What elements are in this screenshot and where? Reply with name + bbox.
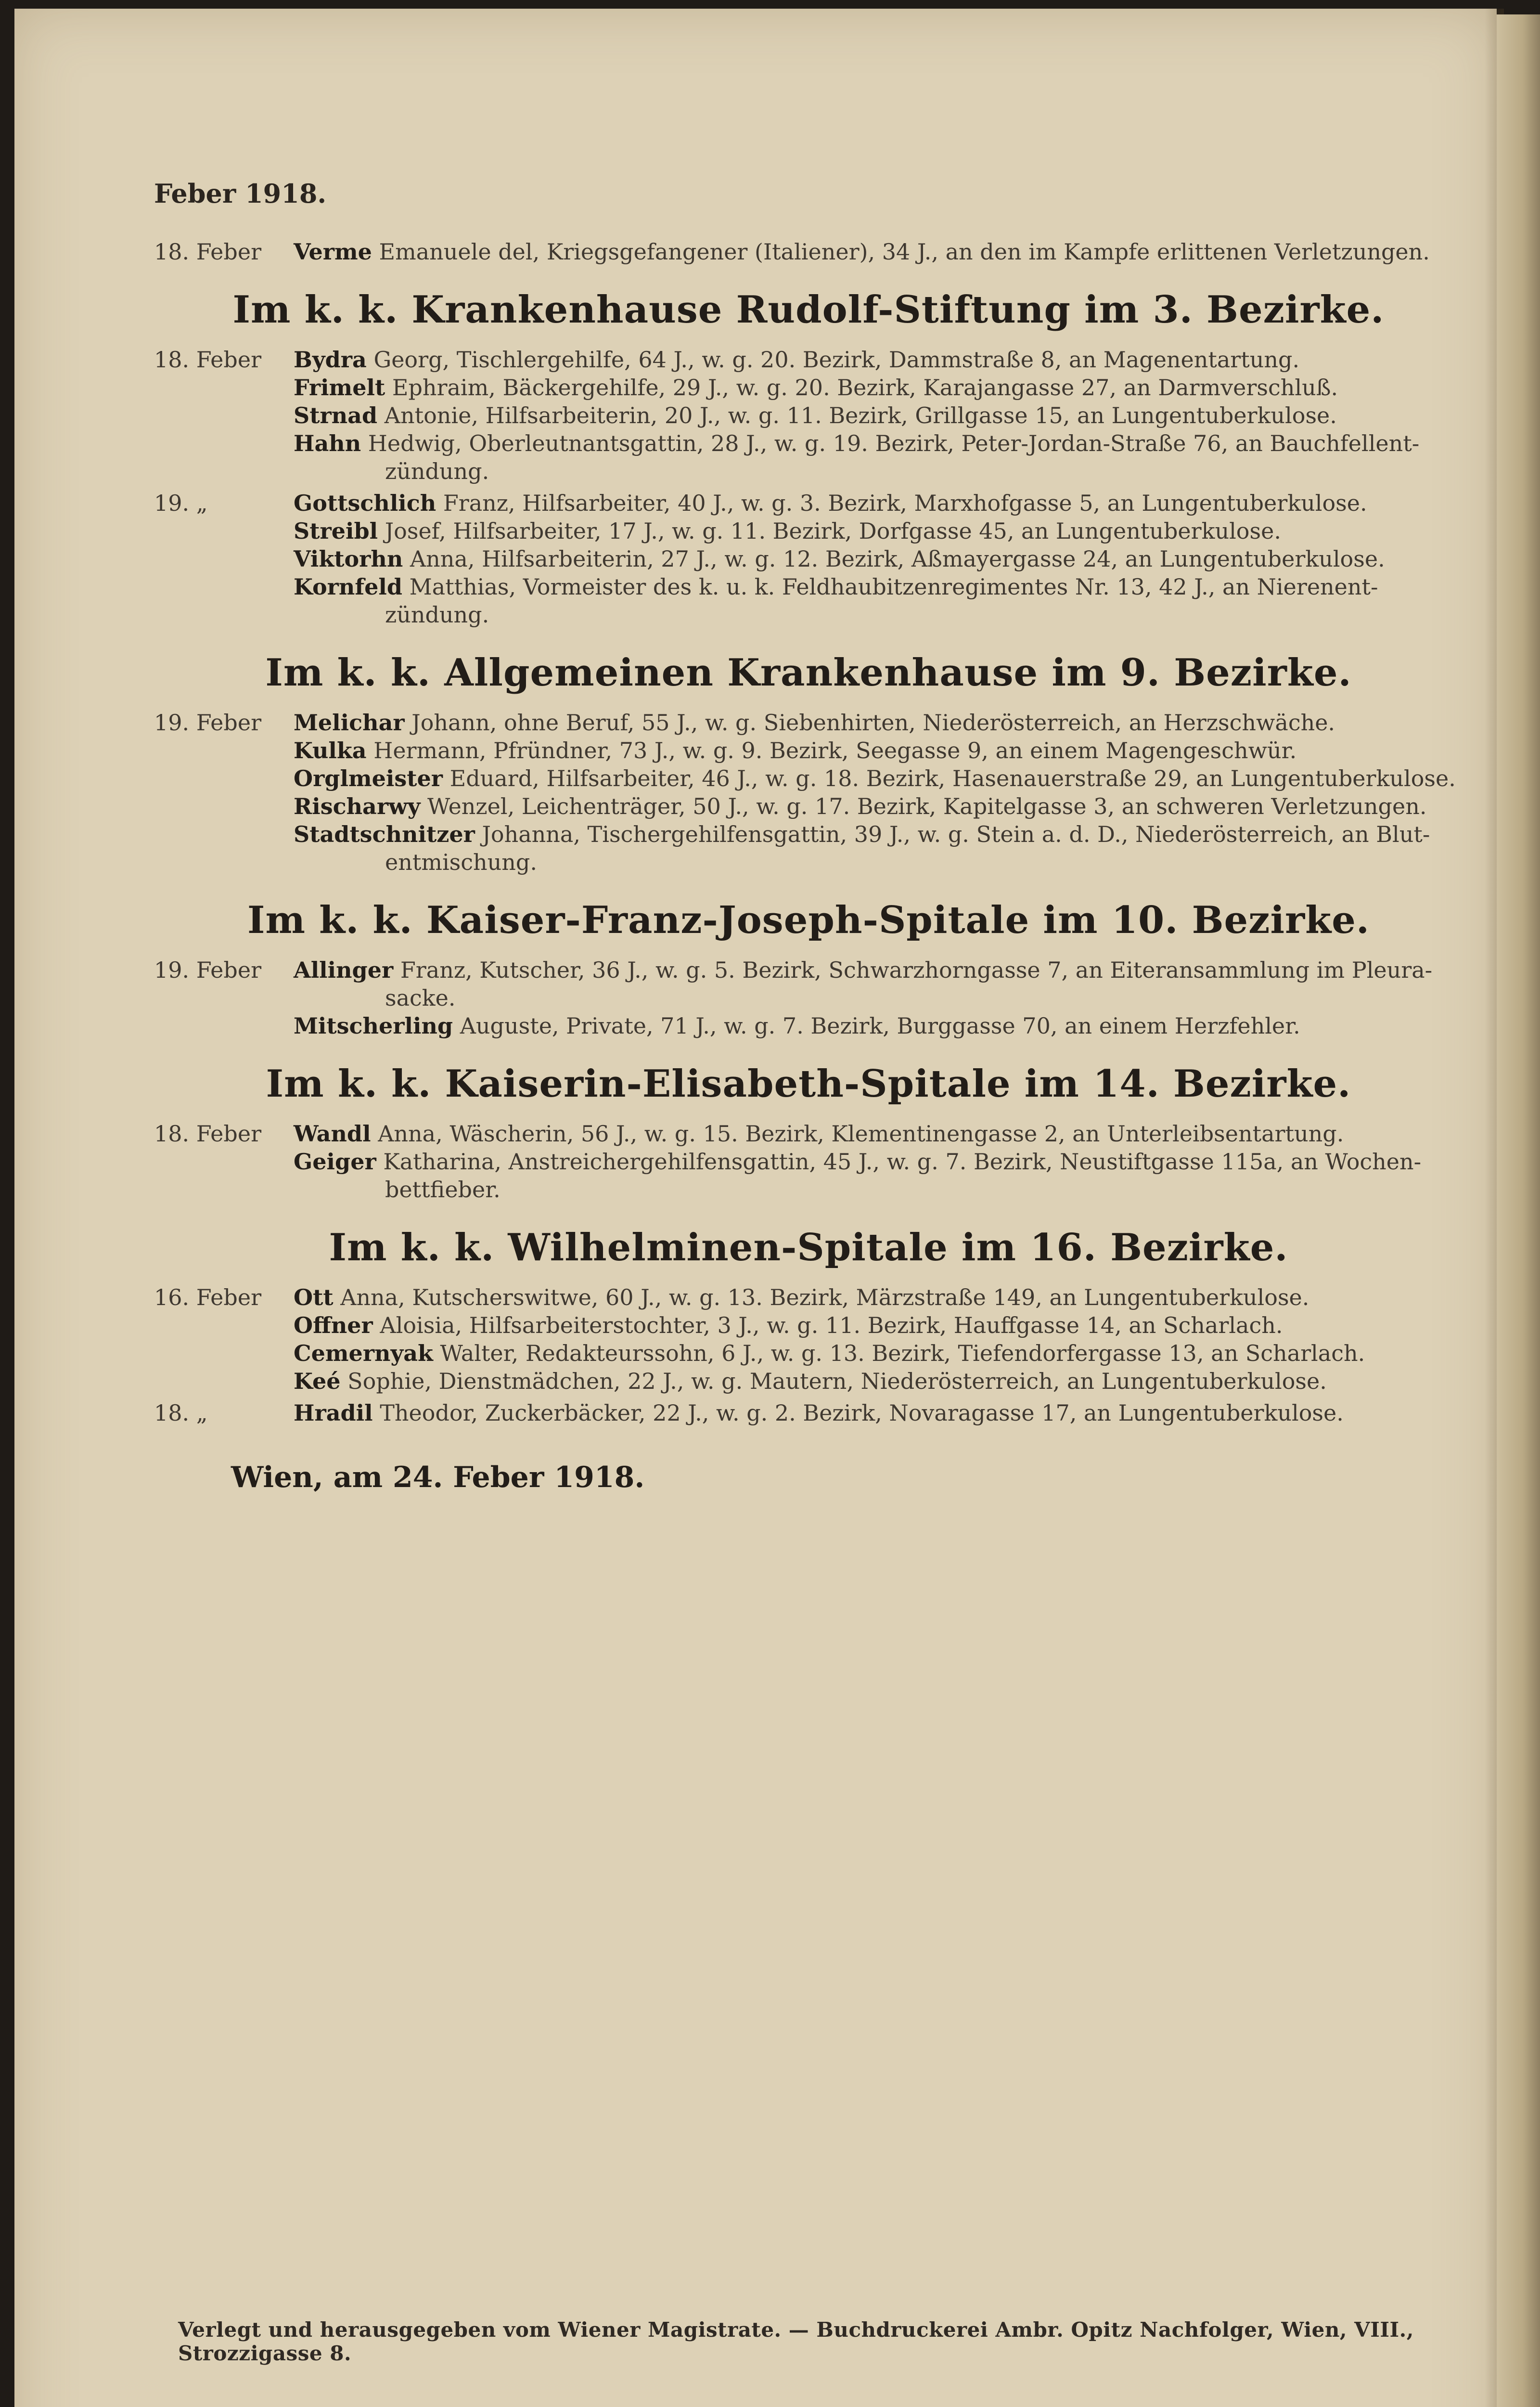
entry-surname: Mitscherling [294,1013,453,1039]
entry-group [154,956,1463,1040]
hospital-section [154,896,1463,1040]
closing-line: Wien, am 24. Feber 1918. [231,1461,645,1494]
entry-date: 19. Feber [154,957,262,983]
death-entry [294,820,1463,876]
entry-continuation: sacke. [385,985,456,1011]
death-entry [294,792,1463,820]
entry-continuation: bettfieber. [385,1177,500,1203]
entry-group [154,709,1463,876]
entry-surname: Cemernyak [294,1340,433,1366]
entry-details: Walter, Redakteurssohn, 6 J., w. g. 13. Bezirk, Tiefendorfergasse 13, an Scharlach. [440,1340,1365,1366]
entry-date: 19. Feber [154,710,262,736]
entry-continuation: entmischung. [385,849,537,875]
entry-details: Antonie, Hilfsarbeiterin, 20 J., w. g. 11. Bezirk, Grillgasse 15, an Lungentuberkulose. [384,402,1337,428]
death-entry [294,1311,1463,1339]
entry-details: Emanuele del, Kriegsgefangener (Italiener), 34 J., an den im Kampfe erlittenen Verletzungen. [379,239,1430,265]
death-entry [294,545,1463,573]
death-entry [294,1120,1463,1148]
entry-details: Auguste, Private, 71 J., w. g. 7. Bezirk, Burggasse 70, an einem Herzfehler. [460,1013,1300,1039]
entry-date: 18. Feber [154,1121,262,1147]
hospital-section [154,1060,1463,1204]
death-entry [294,1012,1463,1040]
entry-details: Anna, Hilfsarbeiterin, 27 J., w. g. 12. Bezirk, Aßmayergasse 24, an Lungentuberkulose. [410,546,1385,572]
section-heading: Im k. k. Krankenhause Rudolf-Stiftung im 3. Bezirke. [232,288,1385,332]
death-entry [294,956,1463,1012]
death-entry [294,1148,1463,1204]
section-heading: Im k. k. Kaiserin-Elisabeth-Spitale im 14. Bezirke. [266,1062,1351,1106]
entry-surname: Allinger [294,957,394,983]
entry-surname: Ott [294,1284,334,1310]
entry-surname: Rischarwy [294,793,421,819]
entry-group [154,346,1463,485]
death-entry [294,1399,1463,1427]
entry-details: Anna, Wäscherin, 56 J., w. g. 15. Bezirk, Klementinengasse 2, an Unterleibsentartung. [378,1121,1344,1147]
entry-surname: Stadtschnitzer [294,821,475,847]
death-entry [294,709,1463,737]
entry-details: Johanna, Tischergehilfensgattin, 39 J., w. g. Stein a. d. D., Niederösterreich, an Blut- [482,821,1430,847]
death-entry [294,374,1463,401]
death-entry [294,429,1463,485]
entry-surname: Gottschlich [294,490,436,516]
entry-surname: Kornfeld [294,574,403,600]
death-entry [294,489,1463,517]
entry-surname: Keé [294,1368,341,1394]
section-heading: Im k. k. Kaiser-Franz-Joseph-Spitale im 10. Bezirke. [247,898,1370,942]
death-entry [294,401,1463,429]
entry-details: Hedwig, Oberleutnantsgattin, 28 J., w. g. 19. Bezirk, Peter-Jordan-Straße 76, an Bauchfellent- [368,430,1420,456]
entry-details: Aloisia, Hilfsarbeiterstochter, 3 J., w. g. 11. Bezirk, Hauffgasse 14, an Scharlach. [380,1312,1283,1338]
death-entry [294,1283,1463,1311]
entry-date: 18. Feber [154,239,262,265]
entry-details: Sophie, Dienstmädchen, 22 J., w. g. Mautern, Niederösterreich, an Lungentuberkulose. [347,1368,1327,1394]
entry-details: Theodor, Zuckerbäcker, 22 J., w. g. 2. Bezirk, Novaragasse 17, an Lungentuberkulose. [380,1400,1344,1426]
death-entry [294,238,1463,266]
entry-details: Johann, ohne Beruf, 55 J., w. g. Siebenhirten, Niederösterreich, an Herzschwäche. [411,710,1335,736]
next-page-edge [1497,14,1540,2407]
death-entry [294,573,1463,629]
entry-details: Josef, Hilfsarbeiter, 17 J., w. g. 11. Bezirk, Dorfgasse 45, an Lungentuberkulose. [385,518,1281,544]
hospital-section [154,649,1463,876]
month-heading: Feber 1918. [154,178,327,209]
entry-details: Wenzel, Leichenträger, 50 J., w. g. 17. Bezirk, Kapitelgasse 3, an schweren Verletzungen. [427,793,1427,819]
entry-continuation: zündung. [385,602,489,628]
entry-continuation: zündung. [385,458,489,484]
entry-group [154,1399,1463,1427]
entry-surname: Bydra [294,347,367,373]
entry-surname: Verme [294,239,372,265]
entry-surname: Strnad [294,402,378,428]
entry-surname: Melichar [294,710,405,736]
entry-group [154,1283,1463,1395]
entry-surname: Offner [294,1312,373,1338]
entry-surname: Wandl [294,1121,371,1147]
entry-details: Katharina, Anstreichergehilfensgattin, 45 J., w. g. 7. Bezirk, Neustiftgasse 115a, an Wochen- [383,1149,1422,1175]
death-entry [294,1367,1463,1395]
entry-surname: Orglmeister [294,765,443,791]
death-entry [294,1339,1463,1367]
intro-entry-group [154,238,1463,266]
imprint-footer: Verlegt und herausgegeben vom Wiener Magistrate. — Buchdruckerei Ambr. Opitz Nachfolger, Wien, VIII., Strozzigasse 8. [178,2318,1414,2365]
death-entry [294,517,1463,545]
document-content [154,178,1463,1494]
entry-surname: Hahn [294,430,361,456]
entry-details: Franz, Hilfsarbeiter, 40 J., w. g. 3. Bezirk, Marxhofgasse 5, an Lungentuberkulose. [443,490,1367,516]
entry-surname: Hradil [294,1400,373,1426]
entry-details: Eduard, Hilfsarbeiter, 46 J., w. g. 18. Bezirk, Hasenauerstraße 29, an Lungentuberkulose. [449,765,1456,791]
entry-surname: Frimelt [294,375,385,401]
death-entry [294,346,1463,374]
hospital-section [154,286,1463,629]
entry-surname: Viktorhn [294,546,403,572]
entry-date: 19. „ [154,490,208,516]
entry-details: Franz, Kutscher, 36 J., w. g. 5. Bezirk, Schwarzhorngasse 7, an Eiteransammlung im Pleura- [400,957,1433,983]
entry-details: Hermann, Pfründner, 73 J., w. g. 9. Bezirk, Seegasse 9, an einem Magengeschwür. [373,738,1297,764]
entry-date: 18. „ [154,1400,208,1426]
section-heading: Im k. k. Wilhelminen-Spitale im 16. Bezirke. [329,1226,1288,1269]
entry-date: 18. Feber [154,347,262,373]
entry-group [154,1120,1463,1204]
entry-details: Ephraim, Bäckergehilfe, 29 J., w. g. 20. Bezirk, Karajangasse 27, an Darmverschluß. [392,375,1338,401]
entry-surname: Geiger [294,1149,376,1175]
entry-details: Georg, Tischlergehilfe, 64 J., w. g. 20. Bezirk, Dammstraße 8, an Magenentartung. [373,347,1300,373]
entry-date: 16. Feber [154,1284,262,1310]
entry-details: Anna, Kutscherswitwe, 60 J., w. g. 13. Bezirk, Märzstraße 149, an Lungentuberkulose. [340,1284,1309,1310]
entry-surname: Streibl [294,518,378,544]
entry-details: Matthias, Vormeister des k. u. k. Feldhaubitzenregimentes Nr. 13, 42 J., an Nierenent- [409,574,1378,600]
hospital-section [154,1224,1463,1427]
entry-surname: Kulka [294,738,367,764]
section-heading: Im k. k. Allgemeinen Krankenhause im 9. Bezirke. [265,651,1352,695]
death-entry [294,764,1463,792]
death-entry [294,737,1463,764]
entry-group [154,489,1463,629]
